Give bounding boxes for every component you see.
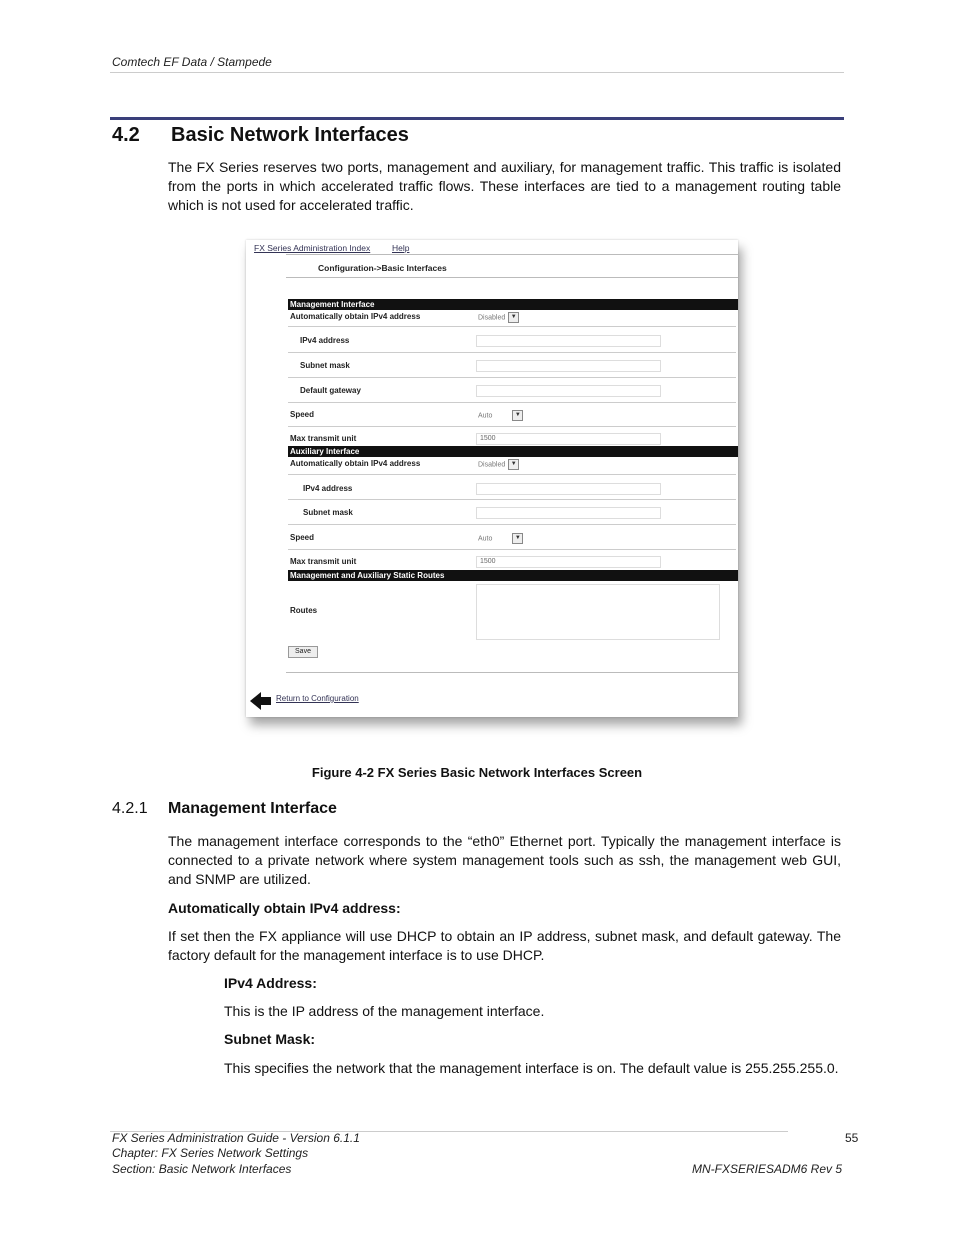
figure-screenshot	[246, 240, 738, 717]
aux-subnet-input[interactable]	[476, 507, 661, 519]
figure-caption: Figure 4-2 FX Series Basic Network Interfaces Screen	[311, 765, 643, 780]
aux-mtu-input[interactable]: 1500	[476, 556, 661, 568]
section-number: 4.2	[112, 124, 140, 146]
chevron-down-icon: ▼	[508, 459, 519, 470]
mgmt-speed-label: Speed	[290, 410, 315, 419]
routes-label: Routes	[290, 606, 318, 615]
footer-doc-id: MN-FXSERIESADM6 Rev 5	[691, 1162, 842, 1176]
routes-section-header: Management and Auxiliary Static Routes	[288, 570, 738, 581]
mgmt-section-header: Management Interface	[288, 299, 738, 310]
aux-speed-label: Speed	[290, 533, 315, 542]
chevron-down-icon: ▼	[512, 410, 523, 421]
intro-paragraph: The FX Series reserves two ports, management and auxiliary, for management traffic. This traffic is isolated from the ports in which accelerated traffic flows. These interfaces are tied to a management routing table which is not used for accelerated traffic.	[168, 159, 841, 213]
aux-auto-label: Automatically obtain IPv4 address	[290, 459, 421, 468]
row-divider	[288, 474, 736, 475]
section-rule	[110, 117, 844, 120]
mgmt-subnet-label: Subnet mask	[300, 361, 350, 370]
subsection-number: 4.2.1	[112, 800, 148, 817]
subnet-heading: Subnet Mask:	[224, 1031, 316, 1047]
aux-speed-value: Auto	[478, 535, 493, 543]
running-header: Comtech EF Data / Stampede	[112, 55, 272, 69]
aux-ipv4-input[interactable]	[476, 483, 661, 495]
footer-divider	[286, 672, 738, 673]
mgmt-ipv4-label: IPv4 address	[300, 336, 350, 345]
chevron-down-icon: ▼	[508, 312, 519, 323]
mgmt-speed-select[interactable]	[478, 410, 523, 421]
mgmt-auto-value: Disabled	[478, 314, 506, 322]
subnet-paragraph: This specifies the network that the management interface is on. The default value is 255.255.255.0.	[224, 1060, 839, 1076]
auto-heading: Automatically obtain IPv4 address:	[168, 900, 401, 916]
mgmt-subnet-input[interactable]	[476, 360, 661, 372]
section-title: Basic Network Interfaces	[171, 124, 409, 146]
footer-section: Section: Basic Network Interfaces	[112, 1162, 292, 1176]
row-divider	[288, 402, 736, 403]
page-number: 55	[845, 1131, 859, 1145]
mgmt-gateway-input[interactable]	[476, 385, 661, 397]
aux-speed-select[interactable]	[478, 533, 523, 544]
aux-subnet-label: Subnet mask	[303, 508, 353, 517]
chevron-down-icon: ▼	[512, 533, 523, 544]
row-divider	[288, 524, 736, 525]
mgmt-ipv4-input[interactable]	[476, 335, 661, 347]
aux-section-header: Auxiliary Interface	[288, 446, 738, 457]
row-divider	[288, 326, 736, 327]
row-divider	[288, 426, 736, 427]
nav-index-link[interactable]: FX Series Administration Index	[254, 243, 371, 253]
header-divider	[110, 72, 844, 73]
breadcrumb: Configuration->Basic Interfaces	[318, 263, 447, 273]
subsection-title: Management Interface	[168, 800, 337, 817]
mgmt-paragraph: The management interface corresponds to the “eth0” Ethernet port. Typically the management interface is connected to a private network where system management tools such as ssh, the management web GUI, and SNMP are utilized.	[168, 833, 841, 887]
mgmt-auto-label: Automatically obtain IPv4 address	[290, 312, 421, 321]
row-divider	[288, 352, 736, 353]
nav-help-link[interactable]: Help	[392, 243, 410, 253]
nav-divider	[286, 254, 738, 255]
crumb-divider	[286, 277, 738, 278]
row-divider	[288, 499, 736, 500]
aux-auto-value: Disabled	[478, 461, 506, 469]
auto-paragraph: If set then the FX appliance will use DHCP to obtain an IP address, subnet mask, and default gateway. The factory default for the management interface is to use DHCP.	[168, 928, 841, 963]
footer-chapter: Chapter: FX Series Network Settings	[112, 1146, 309, 1160]
back-arrow-icon	[260, 697, 271, 705]
mgmt-mtu-label: Max transmit unit	[290, 434, 357, 443]
footer-guide: FX Series Administration Guide - Version 6.1.1	[112, 1131, 360, 1145]
aux-ipv4-label: IPv4 address	[303, 484, 353, 493]
save-button[interactable]: Save	[288, 646, 318, 658]
mgmt-auto-select[interactable]	[478, 312, 519, 323]
aux-mtu-label: Max transmit unit	[290, 557, 357, 566]
return-link[interactable]: Return to Configuration	[276, 694, 359, 703]
mgmt-speed-value: Auto	[478, 412, 493, 420]
ipv4-heading: IPv4 Address:	[224, 975, 317, 991]
row-divider	[288, 549, 736, 550]
mgmt-gateway-label: Default gateway	[300, 386, 361, 395]
aux-auto-select[interactable]	[478, 459, 519, 470]
ipv4-paragraph: This is the IP address of the management interface.	[224, 1003, 545, 1019]
row-divider	[288, 377, 736, 378]
routes-textarea[interactable]	[476, 584, 720, 640]
mgmt-mtu-input[interactable]: 1500	[476, 433, 661, 445]
